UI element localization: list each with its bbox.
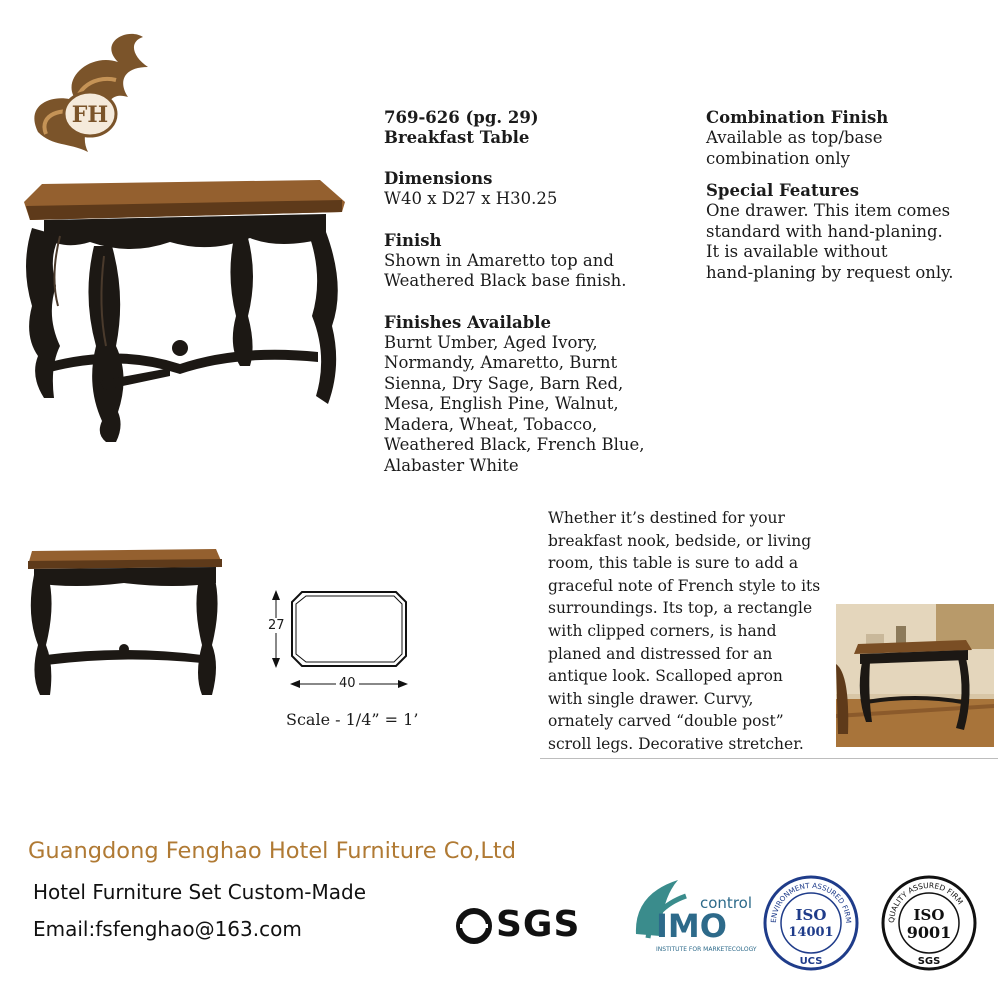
iso9001-number-text: 9001 (906, 923, 952, 942)
description-line: scroll legs. Decorative stretcher. (548, 734, 804, 753)
product-photo-small (24, 545, 224, 705)
finishes-available-line: Sienna, Dry Sage, Barn Red, (384, 373, 624, 393)
description-line: graceful note of French style to its (548, 576, 821, 595)
iso9001-ring-text: QUALITY ASSURED FIRM (886, 880, 965, 924)
sgs-mark-icon (456, 908, 496, 944)
scale-text: Scale - 1/4” = 1’ (286, 710, 419, 729)
logo-mark-text: FH (71, 102, 109, 128)
imo-main-text: IMO (656, 907, 727, 945)
finish-line: Shown in Amaretto top and (384, 250, 614, 270)
finishes-available-line: Weathered Black, French Blue, (384, 435, 645, 454)
special-features-heading: Special Features (706, 181, 860, 200)
iso14001-bottom-text: UCS (799, 956, 823, 967)
description-line: surroundings. Its top, a rectangle (548, 599, 813, 618)
contact-email: Email:fsfenghao@163.com (33, 917, 302, 941)
description-line: planed and distressed for an (548, 644, 773, 663)
finishes-available-line: Alabaster White (384, 455, 519, 475)
product-description (548, 507, 838, 756)
product-name: Breakfast Table (384, 128, 530, 147)
finish-line: Weathered Black base finish. (384, 271, 627, 290)
company-tagline: Hotel Furniture Set Custom-Made (33, 880, 367, 904)
finishes-available-heading: Finishes Available (384, 312, 552, 332)
depth-label: 27 (268, 618, 285, 633)
description-line: antique look. Scalloped apron (548, 667, 783, 686)
iso14001-ring-text: ENVIRONMENT ASSURED FIRM (768, 880, 854, 924)
width-label: 40 (336, 676, 359, 691)
company-name: Guangdong Fenghao Hotel Furniture Co,Ltd (28, 838, 517, 864)
combination-line: Available as top/base (706, 128, 883, 147)
special-features-line: It is available without (706, 242, 888, 261)
combination-line: combination only (706, 148, 850, 168)
iso9001-iso-text: ISO (913, 906, 945, 924)
iso9001-bottom-text: SGS (917, 956, 941, 967)
description-line: with clipped corners, is hand (548, 621, 777, 640)
finishes-available-line: Madera, Wheat, Tobacco, (384, 414, 598, 434)
iso14001-number-text: 14001 (788, 925, 834, 940)
finishes-available-line: Mesa, English Pine, Walnut, (384, 394, 619, 413)
finish-heading: Finish (384, 230, 442, 250)
combination-heading: Combination Finish (706, 108, 889, 127)
dimensions-value: W40 x D27 x H30.25 (384, 189, 558, 208)
spec-column-right (706, 108, 996, 283)
description-divider (540, 758, 998, 759)
company-logo (18, 22, 158, 162)
room-scene-photo (836, 604, 994, 747)
iso14001-iso-text: ISO (795, 906, 827, 924)
product-photo-main (20, 176, 350, 451)
finishes-available-line: Normandy, Amaretto, Burnt (384, 353, 618, 372)
description-line: breakfast nook, bedside, or living (548, 531, 812, 550)
imo-sub-text: INSTITUTE FOR MARKETECOLOGY (656, 946, 757, 953)
description-line: room, this table is sure to add a (548, 554, 799, 573)
sgs-label: SGS (496, 904, 581, 945)
dimensions-heading: Dimensions (384, 169, 493, 188)
imo-logo (626, 872, 757, 962)
description-line: Whether it’s destined for your (548, 509, 785, 527)
product-code: 769-626 (pg. 29) (384, 108, 539, 127)
special-features-line: standard with hand-planing. (706, 221, 943, 241)
imo-control-text: control (700, 894, 752, 912)
iso-9001-seal (880, 874, 978, 972)
description-line: ornately carved “double post” (548, 712, 784, 731)
iso-14001-seal (762, 874, 860, 972)
finishes-available-line: Burnt Umber, Aged Ivory, (384, 332, 598, 352)
sgs-logo (456, 904, 606, 948)
spec-column-left (384, 108, 684, 476)
description-line: with single drawer. Curvy, (548, 689, 754, 708)
special-features-line: hand-planing by request only. (706, 262, 954, 282)
special-features-line: One drawer. This item comes (706, 201, 951, 220)
